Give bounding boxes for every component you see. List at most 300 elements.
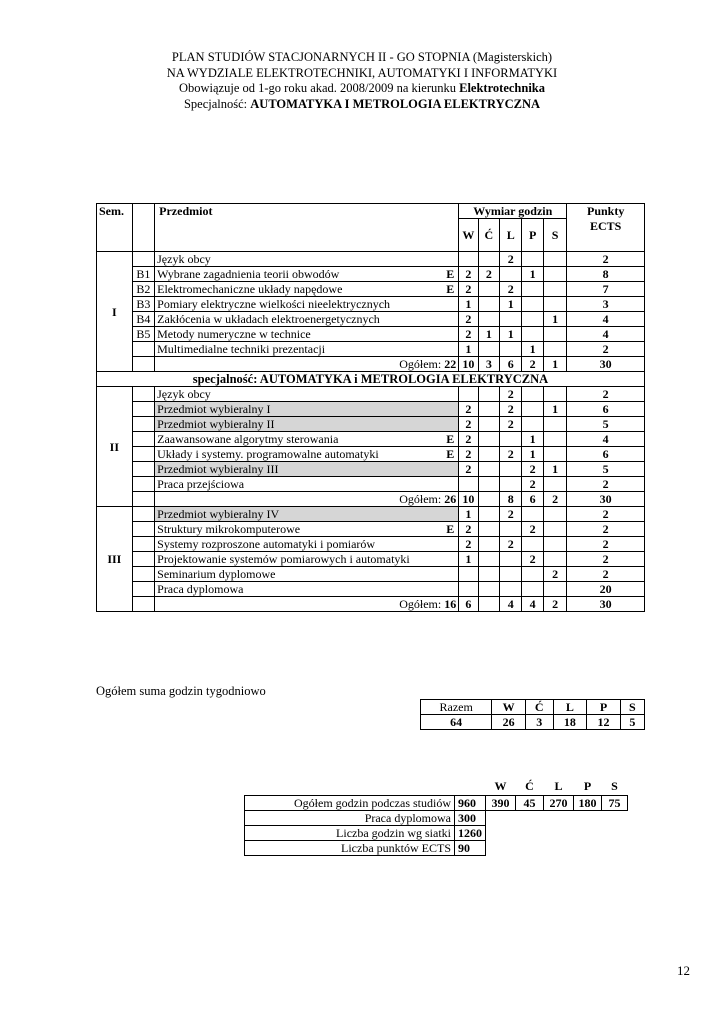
subject-title: Język obcy [157, 387, 211, 401]
weekly-header: Razem [421, 700, 492, 715]
exam-mark: E [446, 447, 455, 461]
summary-value: 90 [455, 841, 486, 856]
hours-w: 2 [459, 402, 478, 417]
ects-value: 2 [567, 342, 645, 357]
hours-s [543, 582, 566, 597]
table-row [97, 477, 645, 492]
header-line-3: Obowiązuje od 1-go roku akad. 2008/2009 na kierunku Elektrotechnika [178, 81, 546, 95]
hours-w [459, 567, 478, 582]
hours-c [478, 537, 499, 552]
table-row [97, 387, 645, 402]
hours-w: 2 [459, 447, 478, 462]
spacer [602, 841, 628, 856]
hours-p: 2 [522, 477, 543, 492]
subject-name [155, 342, 459, 357]
hours-w: 1 [459, 507, 478, 522]
summary-header: P [583, 779, 592, 793]
subject-code [132, 507, 154, 522]
summary-header-row [245, 777, 628, 796]
total-w: 6 [459, 597, 478, 612]
ects-value: 7 [567, 282, 645, 297]
hours-l [500, 477, 522, 492]
total-row [97, 357, 645, 372]
hours-w: 2 [459, 522, 478, 537]
table-row [97, 252, 645, 267]
subject-code [132, 402, 154, 417]
hours-p: 1 [522, 432, 543, 447]
hours-p: 2 [522, 552, 543, 567]
hours-c [478, 402, 499, 417]
subject-name [155, 567, 459, 582]
hours-l: 2 [500, 282, 522, 297]
table-row [97, 327, 645, 342]
ects-value: 4 [567, 327, 645, 342]
subject-title: Układy i systemy. programowalne automatyki [157, 447, 379, 461]
hours-w: 2 [459, 327, 478, 342]
summary-row [245, 796, 628, 811]
hours-c [478, 567, 499, 582]
weekly-value: 26 [492, 715, 526, 730]
table-row [97, 297, 645, 312]
hours-p [522, 327, 543, 342]
hours-l: 2 [500, 507, 522, 522]
spacer [486, 811, 516, 826]
subject-code [132, 552, 154, 567]
subject-title: Przedmiot wybieralny IV [157, 507, 280, 521]
subject-name [155, 417, 459, 432]
total-s: 1 [543, 357, 566, 372]
hours-s [543, 297, 566, 312]
spacer [516, 811, 544, 826]
ects-value: 2 [567, 507, 645, 522]
header-p: P [522, 219, 543, 252]
spacer [574, 826, 602, 841]
header-s: S [543, 219, 566, 252]
subject-code [132, 597, 154, 612]
header-ects: Punkty ECTS [567, 204, 645, 252]
hours-s [543, 537, 566, 552]
subject-title: Seminarium dyplomowe [157, 567, 276, 581]
ects-value: 2 [567, 567, 645, 582]
summary-value: 1260 [455, 826, 486, 841]
hours-c [478, 297, 499, 312]
ects-value: 2 [567, 552, 645, 567]
subject-title: Multimedialne techniki prezentacji [157, 342, 326, 356]
subject-title: Język obcy [157, 252, 211, 266]
summary-header: L [554, 779, 563, 793]
hours-w [459, 582, 478, 597]
hours-l: 2 [500, 447, 522, 462]
hours-l: 2 [500, 537, 522, 552]
hours-p [522, 312, 543, 327]
total-text: Ogółem: [399, 357, 442, 371]
hours-p: 1 [522, 342, 543, 357]
weekly-hours-table [420, 699, 645, 730]
hours-l [500, 432, 522, 447]
hours-w: 2 [459, 537, 478, 552]
subject-name [155, 447, 459, 462]
subject-code [132, 462, 154, 477]
total-hours: 16 [444, 597, 457, 611]
total-label [155, 492, 459, 507]
ects-value: 5 [567, 417, 645, 432]
hours-w: 2 [459, 282, 478, 297]
hours-l: 2 [500, 417, 522, 432]
table-row [97, 462, 645, 477]
ects-value: 3 [567, 297, 645, 312]
weekly-header: L [553, 700, 587, 715]
header-w: W [459, 219, 478, 252]
summary-row [245, 826, 628, 841]
table-row [97, 342, 645, 357]
spacer [516, 841, 544, 856]
spacer [455, 777, 486, 796]
hours-p: 1 [522, 447, 543, 462]
ects-value: 4 [567, 432, 645, 447]
total-w: 10 [459, 357, 478, 372]
hours-l [500, 522, 522, 537]
hours-l [500, 312, 522, 327]
table-row [97, 582, 645, 597]
total-row [97, 492, 645, 507]
header-line-4: Specjalność: AUTOMATYKA I METROLOGIA ELEKTRYCZNA [183, 96, 541, 111]
total-hours: 22 [444, 357, 457, 371]
summary-label: Liczba godzin wg siatki [245, 826, 455, 841]
total-ects: 30 [567, 597, 645, 612]
ects-value: 8 [567, 267, 645, 282]
summary-value: 960 [455, 796, 486, 811]
weekly-header: W [492, 700, 526, 715]
hours-l: 1 [500, 297, 522, 312]
hours-w: 2 [459, 312, 478, 327]
spacer [486, 826, 516, 841]
ects-value: 2 [567, 252, 645, 267]
subject-code [132, 567, 154, 582]
ects-value: 2 [567, 477, 645, 492]
weekly-header: Ć [525, 700, 553, 715]
spacer [574, 841, 602, 856]
hours-s [543, 522, 566, 537]
total-text: Ogółem: [399, 492, 442, 506]
header-hours: Wymiar godzin [459, 204, 567, 219]
subject-code [132, 582, 154, 597]
total-s: 2 [543, 492, 566, 507]
hours-c [478, 552, 499, 567]
subject-name [155, 282, 459, 297]
ects-value: 2 [567, 522, 645, 537]
hours-c [478, 477, 499, 492]
hours-s: 1 [543, 312, 566, 327]
summary-header: S [611, 779, 618, 793]
weekly-value: 64 [421, 715, 492, 730]
summary-header: Ć [525, 779, 534, 793]
ects-value: 5 [567, 462, 645, 477]
hours-s [543, 252, 566, 267]
ects-value: 6 [567, 402, 645, 417]
subject-name [155, 312, 459, 327]
weekly-value: 5 [620, 715, 644, 730]
hours-p [522, 252, 543, 267]
subject-code [132, 417, 154, 432]
hours-w: 2 [459, 462, 478, 477]
hours-c [478, 432, 499, 447]
ects-value: 20 [567, 582, 645, 597]
hours-p: 1 [522, 267, 543, 282]
total-s: 2 [543, 597, 566, 612]
hours-s [543, 267, 566, 282]
header-l: L [500, 219, 522, 252]
hours-c [478, 582, 499, 597]
exam-mark: E [446, 267, 455, 281]
total-p: 4 [522, 597, 543, 612]
summary-row [245, 811, 628, 826]
subject-name [155, 522, 459, 537]
subject-title: Zaawansowane algorytmy sterowania [157, 432, 339, 446]
subject-code: B2 [132, 282, 154, 297]
weekly-value: 3 [525, 715, 553, 730]
hours-p: 2 [522, 462, 543, 477]
summary-breakdown: 390 [486, 796, 516, 811]
exam-mark: E [446, 282, 455, 296]
spacer [544, 811, 574, 826]
hours-c [478, 282, 499, 297]
total-p: 2 [522, 357, 543, 372]
total-label [155, 597, 459, 612]
table-row [97, 552, 645, 567]
hours-w [459, 252, 478, 267]
subject-title: Praca przejściowa [157, 477, 245, 491]
hours-c [478, 447, 499, 462]
hours-s [543, 282, 566, 297]
hours-s [543, 432, 566, 447]
spacer [486, 841, 516, 856]
ects-value: 2 [567, 387, 645, 402]
total-w: 10 [459, 492, 478, 507]
table-row [97, 312, 645, 327]
subject-code [132, 252, 154, 267]
subject-name [155, 297, 459, 312]
spacer [602, 826, 628, 841]
hours-l: 2 [500, 402, 522, 417]
hours-w [459, 387, 478, 402]
spacer [602, 811, 628, 826]
semester-label: I [97, 252, 133, 372]
hours-c [478, 252, 499, 267]
hours-l [500, 267, 522, 282]
total-c: 3 [478, 357, 499, 372]
subject-title: Struktury mikrokomputerowe [157, 522, 301, 536]
hours-w: 2 [459, 417, 478, 432]
summary-breakdown: 75 [602, 796, 628, 811]
header-line-2: NA WYDZIALE ELEKTROTECHNIKI, AUTOMATYKI I INFORMATYKI [166, 65, 558, 80]
header-c: Ć [478, 219, 499, 252]
total-c [478, 492, 499, 507]
table-row [97, 522, 645, 537]
hours-w [459, 477, 478, 492]
hours-c [478, 342, 499, 357]
hours-s [543, 417, 566, 432]
document-header [0, 50, 724, 112]
subject-code [132, 387, 154, 402]
weekly-header-row [421, 700, 645, 715]
ects-value: 4 [567, 312, 645, 327]
subject-code [132, 432, 154, 447]
table-row [97, 402, 645, 417]
hours-w: 1 [459, 342, 478, 357]
hours-s: 1 [543, 462, 566, 477]
subject-name [155, 477, 459, 492]
hours-p: 2 [522, 522, 543, 537]
hours-c: 1 [478, 327, 499, 342]
table-row [97, 537, 645, 552]
hours-c [478, 462, 499, 477]
hours-c [478, 387, 499, 402]
semester-label: II [97, 387, 133, 507]
subject-name [155, 402, 459, 417]
hours-l [500, 462, 522, 477]
hours-p [522, 387, 543, 402]
summary-label: Ogółem godzin podczas studiów [245, 796, 455, 811]
summary-label: Praca dyplomowa [245, 811, 455, 826]
specialty-row [97, 372, 645, 387]
subject-code: B4 [132, 312, 154, 327]
header-code [132, 204, 154, 252]
subject-name [155, 537, 459, 552]
total-l: 4 [500, 597, 522, 612]
subject-code [132, 492, 154, 507]
hours-w: 1 [459, 297, 478, 312]
summary-label: Liczba punktów ECTS [245, 841, 455, 856]
subject-code [132, 477, 154, 492]
subject-name [155, 507, 459, 522]
summary-row [245, 841, 628, 856]
hours-s [543, 552, 566, 567]
hours-s: 1 [543, 402, 566, 417]
spacer [544, 841, 574, 856]
subject-code: B5 [132, 327, 154, 342]
spacer [245, 777, 455, 796]
hours-p [522, 402, 543, 417]
table-row [97, 282, 645, 297]
weekly-value-row [421, 715, 645, 730]
subject-code [132, 357, 154, 372]
ects-value: 6 [567, 447, 645, 462]
table-row [97, 267, 645, 282]
summary-breakdown: 180 [574, 796, 602, 811]
hours-c: 2 [478, 267, 499, 282]
subject-name [155, 252, 459, 267]
hours-s [543, 342, 566, 357]
hours-l: 2 [500, 387, 522, 402]
spacer [574, 811, 602, 826]
subject-code: B1 [132, 267, 154, 282]
study-plan-table [96, 203, 645, 612]
subject-title: Przedmiot wybieralny III [157, 462, 279, 476]
subject-name [155, 387, 459, 402]
header-sem: Sem. [97, 204, 133, 252]
table-row [97, 417, 645, 432]
hours-l [500, 567, 522, 582]
hours-p [522, 417, 543, 432]
total-p: 6 [522, 492, 543, 507]
subject-title: Elektromechaniczne układy napędowe [157, 282, 343, 296]
hours-p [522, 567, 543, 582]
subject-name [155, 327, 459, 342]
table-row [97, 447, 645, 462]
page-number: 12 [677, 963, 690, 978]
weekly-value: 12 [587, 715, 621, 730]
subject-code [132, 342, 154, 357]
subject-title: Pomiary elektryczne wielkości nieelektrycznych [157, 297, 391, 311]
hours-w: 2 [459, 267, 478, 282]
hours-c [478, 417, 499, 432]
total-text: Ogółem: [399, 597, 442, 611]
hours-s [543, 477, 566, 492]
subject-code: B3 [132, 297, 154, 312]
subject-name [155, 267, 459, 282]
subject-title: Przedmiot wybieralny I [157, 402, 271, 416]
hours-w: 2 [459, 432, 478, 447]
subject-code [132, 537, 154, 552]
header-row [97, 204, 645, 219]
total-c [478, 597, 499, 612]
hours-p [522, 507, 543, 522]
subject-name [155, 552, 459, 567]
ects-value: 2 [567, 537, 645, 552]
summary-breakdown: 45 [516, 796, 544, 811]
total-l: 6 [500, 357, 522, 372]
hours-w: 1 [459, 552, 478, 567]
subject-title: Systemy rozproszone automatyki i pomiarów [157, 537, 376, 551]
semester-label: III [97, 507, 133, 612]
table-row [97, 432, 645, 447]
hours-l [500, 552, 522, 567]
header-line-1: PLAN STUDIÓW STACJONARNYCH II - GO STOPNIA (Magisterskich) [171, 50, 553, 64]
total-hours: 26 [444, 492, 457, 506]
summary-value: 300 [455, 811, 486, 826]
weekly-header: S [620, 700, 644, 715]
hours-s [543, 507, 566, 522]
hours-p [522, 582, 543, 597]
hours-p [522, 282, 543, 297]
hours-s [543, 327, 566, 342]
total-row [97, 597, 645, 612]
exam-mark: E [446, 522, 455, 536]
spacer [544, 826, 574, 841]
total-label [155, 357, 459, 372]
hours-s: 2 [543, 567, 566, 582]
weekly-value: 18 [553, 715, 587, 730]
subject-title: Wybrane zagadnienia teorii obwodów [157, 267, 340, 281]
hours-s [543, 447, 566, 462]
subject-title: Metody numeryczne w technice [157, 327, 311, 341]
summary-header: W [494, 779, 507, 793]
subject-code [132, 447, 154, 462]
exam-mark: E [446, 432, 455, 446]
hours-c [478, 312, 499, 327]
hours-c [478, 522, 499, 537]
header-subject: Przedmiot [155, 204, 459, 252]
subject-code [132, 522, 154, 537]
spacer [516, 826, 544, 841]
total-l: 8 [500, 492, 522, 507]
table-row [97, 567, 645, 582]
table-row [97, 507, 645, 522]
hours-l: 2 [500, 252, 522, 267]
subject-name [155, 582, 459, 597]
hours-l: 1 [500, 327, 522, 342]
subject-name [155, 462, 459, 477]
